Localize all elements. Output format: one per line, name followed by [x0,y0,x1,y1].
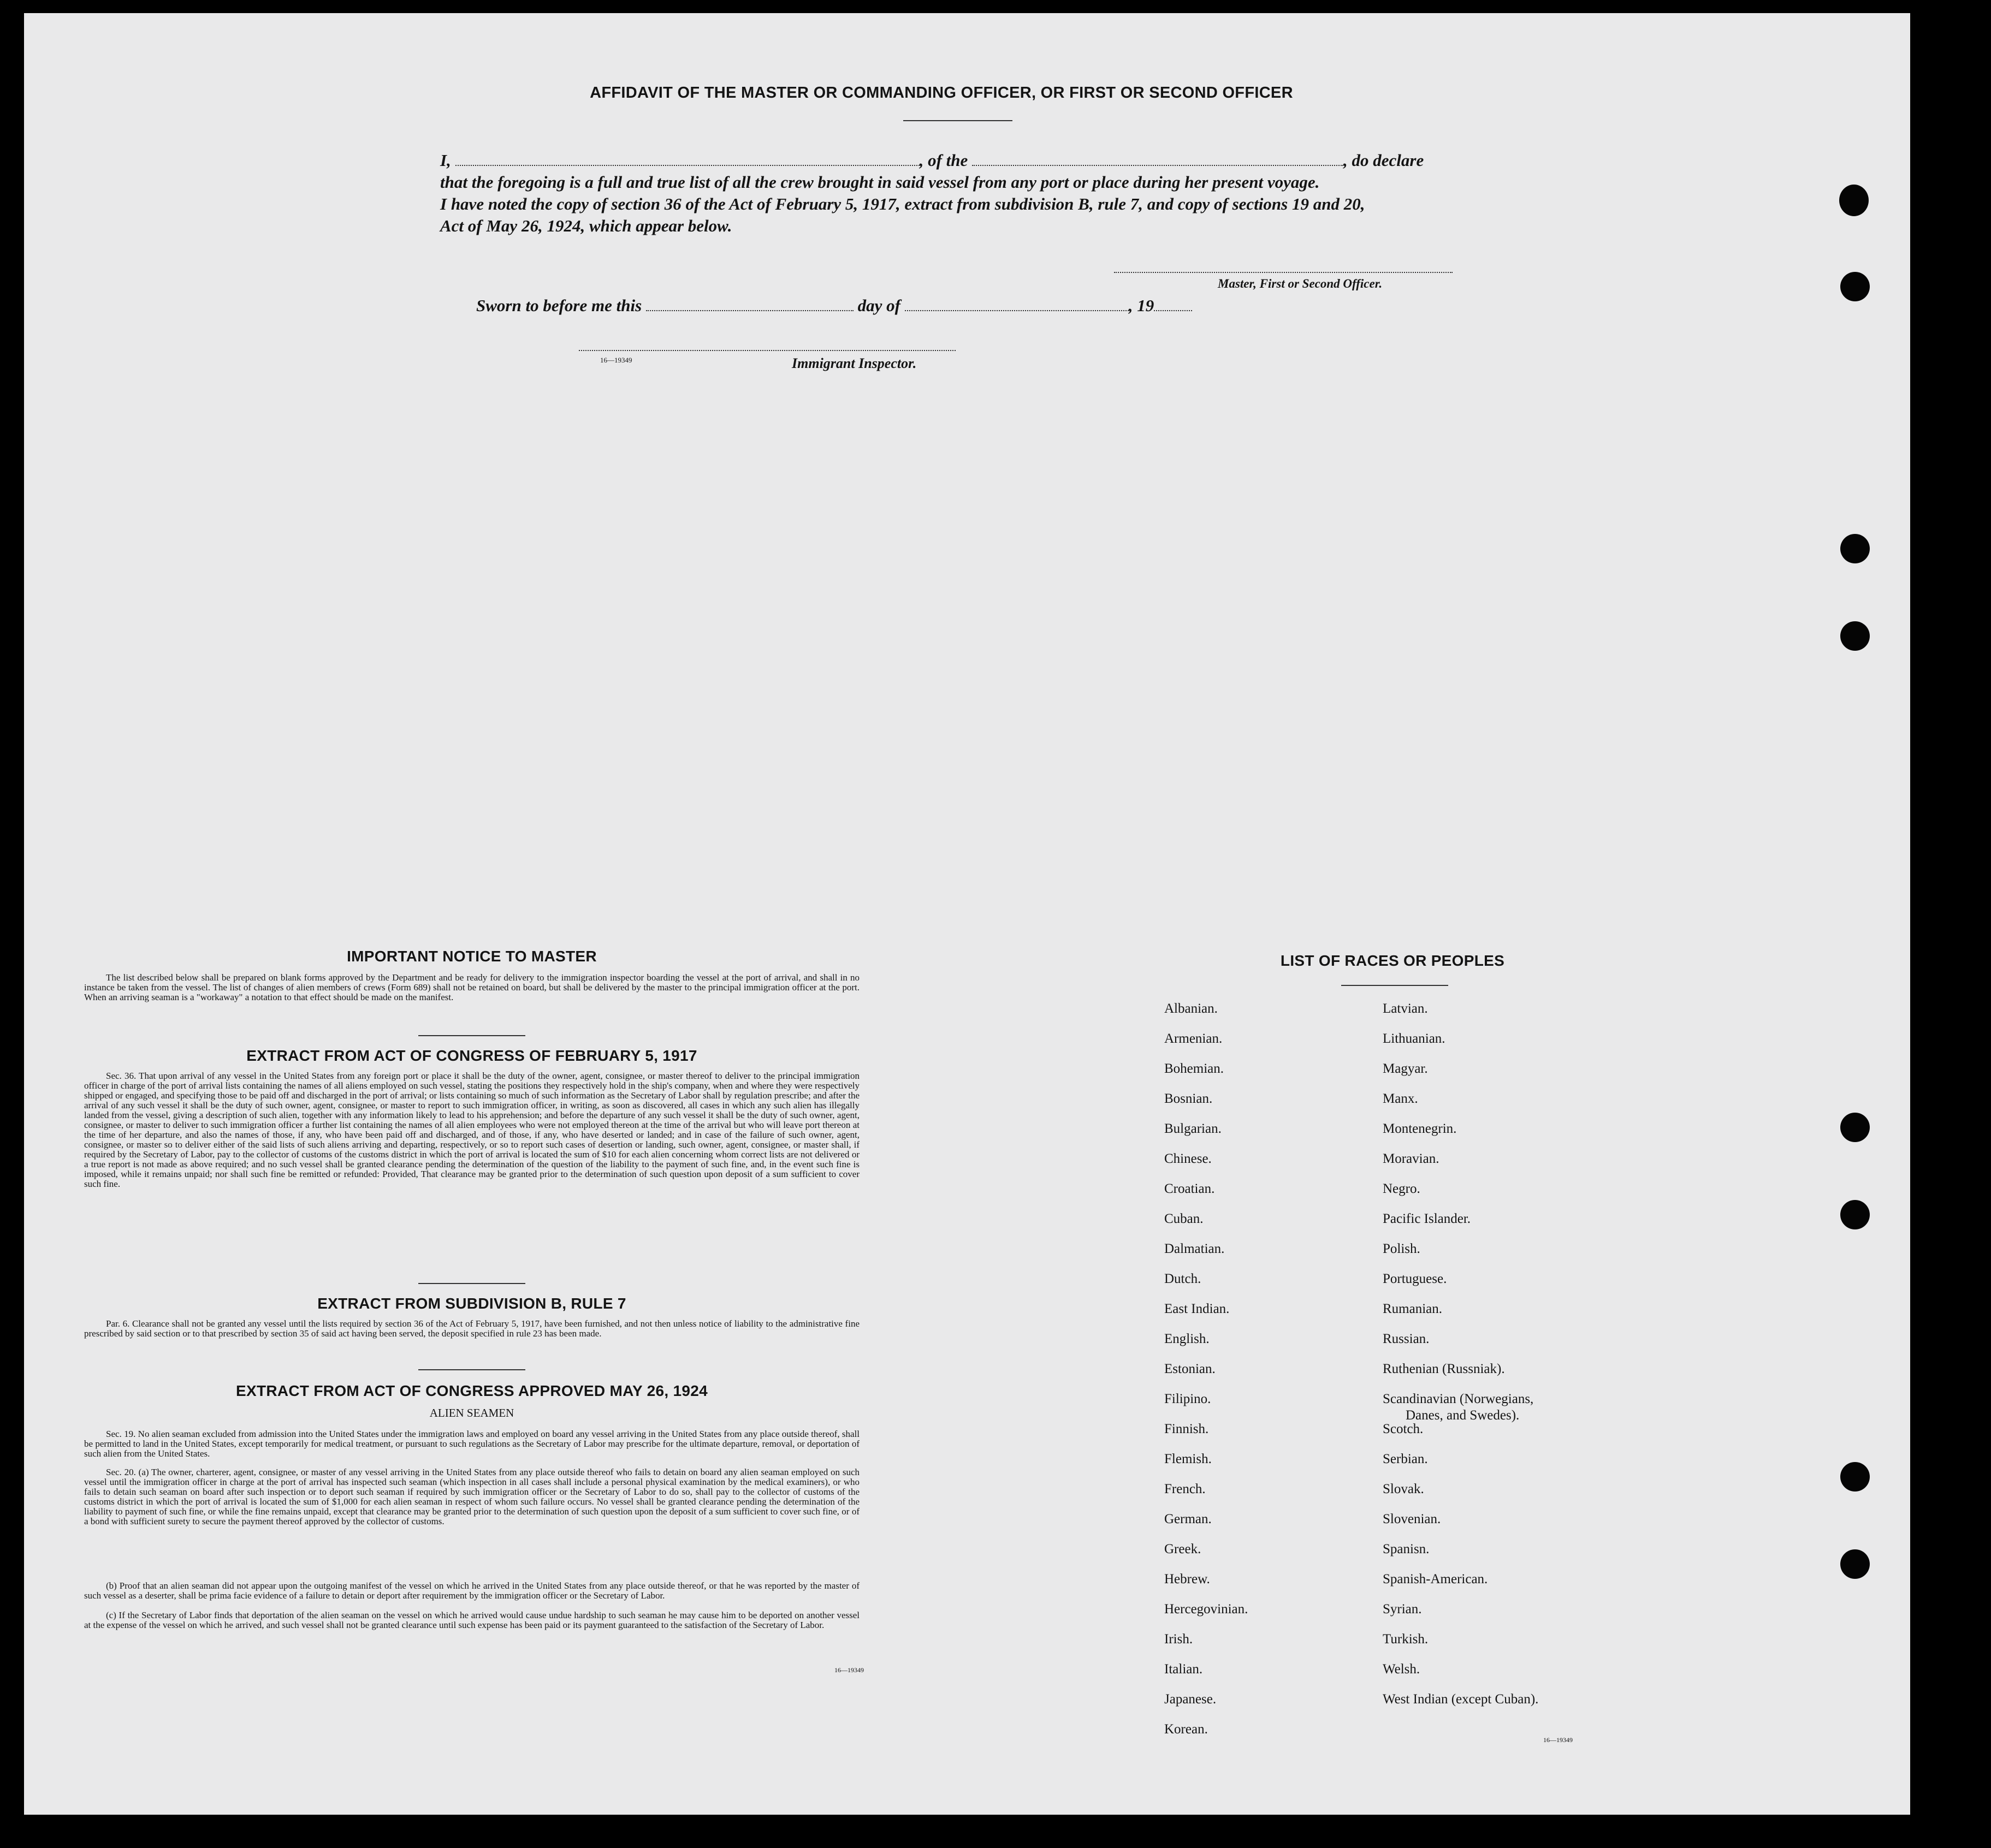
race-item: Korean. [1164,1722,1208,1737]
race-item: West Indian (except Cuban). [1383,1692,1539,1707]
extract-rule7-text: Par. 6. Clearance shall not be granted any vessel until the lists required by section 36 of the Act of February 5, 1917, have been furnished, and not then unless notice of liability to the administrative fine prescribed by said section or to that prescribed by section 35 of said act having been served, the deposit specified in rule 23 has been made. [84,1318,860,1339]
race-item: Syrian. [1383,1602,1422,1617]
race-item: Magyar. [1383,1061,1428,1076]
affidavit-form-number: 16—19349 [600,356,632,364]
race-item: Slovenian. [1383,1512,1441,1526]
name-blank[interactable] [455,151,920,166]
race-item: Bohemian. [1164,1061,1224,1076]
do-declare-text: , do declare [1343,151,1424,170]
race-item: Serbian. [1383,1452,1428,1466]
race-item: Finnish. [1164,1422,1209,1436]
race-item: Dutch. [1164,1271,1201,1286]
sworn-line [476,295,1295,317]
extract-1917-heading: EXTRACT FROM ACT OF CONGRESS OF FEBRUARY 5, 1917 [246,1047,697,1064]
binder-hole [1840,534,1870,563]
race-item: German. [1164,1512,1212,1526]
race-item: Albanian. [1164,1001,1218,1016]
extract-1924-sec20c: (c) If the Secretary of Labor finds that deportation of the alien seaman on the vessel on which he arrived would cause undue hardship to such seaman he may cause him to be deported on another vessel at the expense of the vessel on which he arrived, and such vessel shall not be granted clearance until such expense has been paid or its payment guaranteed to the satisfaction of the Secretary of Labor. [84,1610,860,1630]
race-item: Greek. [1164,1542,1201,1556]
affidavit-heading: AFFIDAVIT OF THE MASTER OR COMMANDING OFFICER, OR FIRST OR SECOND OFFICER [590,84,1293,102]
race-item: Lithuanian. [1383,1031,1445,1046]
notice-rule [418,1035,525,1036]
race-item: English. [1164,1332,1210,1346]
race-item: Hercegovinian. [1164,1602,1248,1617]
race-item: Filipino. [1164,1392,1211,1406]
race-item: Polish. [1383,1241,1420,1256]
race-item: Danes, and Swedes). [1406,1408,1520,1423]
race-item: Ruthenian (Russniak). [1383,1362,1505,1376]
race-item: Chinese. [1164,1151,1212,1166]
race-item: Estonian. [1164,1362,1216,1376]
race-item: Bulgarian. [1164,1121,1222,1136]
alien-seamen-subheading: ALIEN SEAMEN [429,1406,514,1419]
race-item: Armenian. [1164,1031,1223,1046]
affidavit-line-3: I have noted the copy of section 36 of the Act of February 5, 1917, extract from subdivision B, rule 7, and copy of sections 19 and 20, [440,194,1365,213]
binder-hole [1840,621,1870,651]
race-item: Italian. [1164,1662,1203,1677]
race-item: Portuguese. [1383,1271,1447,1286]
race-item: Manx. [1383,1091,1418,1106]
races-heading: LIST OF RACES OR PEOPLES [1280,952,1505,969]
affidavit-i: I, [440,151,451,170]
race-item: Irish. [1164,1632,1193,1647]
affidavit-line-1 [440,150,1510,171]
year-blank[interactable] [1154,296,1192,311]
notice-heading: IMPORTANT NOTICE TO MASTER [347,948,597,965]
race-item: Russian. [1383,1332,1430,1346]
binder-hole [1840,1200,1870,1229]
notice-text: The list described below shall be prepared on blank forms approved by the Department and be ready for delivery to the immigration inspector boarding the vessel at the port of arrival, and shall in no instance be taken from the vessel. The list of changes of alien members of crews (Form 689) shall not be retained on board, but shall be delivered by the master to the principal immigration officer at the port. When an arriving seaman is a "workaway" a notation to that effect should be made on the manifest. [84,972,860,1002]
binder-hole [1840,1462,1870,1492]
race-item: Cuban. [1164,1211,1204,1226]
extract-1924-sec19: Sec. 19. No alien seaman excluded from admission into the United States under the immigration laws and employed on board any vessel arriving in the United States from any place outside thereof, shall be permitted to land in the United States, except temporarily for medical treatment, or pursuant to such regulations as the Secretary of Labor may prescribe for the ultimate departure, removal, or deportation of such alien from the United States. [84,1429,860,1459]
day-blank[interactable] [646,296,854,311]
binder-hole [1840,1113,1870,1142]
race-item: Hebrew. [1164,1572,1210,1586]
sworn-before-text: Sworn to before me this [476,296,642,315]
inspector-label: Immigrant Inspector. [792,355,917,371]
year-prefix-text: , 19 [1128,296,1154,315]
race-item: Negro. [1383,1181,1420,1196]
heading-rule [903,120,1012,121]
extract-1917-rule [418,1283,525,1284]
race-item: French. [1164,1482,1206,1496]
race-item: Rumanian. [1383,1302,1443,1316]
race-item: Spanish-American. [1383,1572,1488,1586]
race-item: Turkish. [1383,1632,1429,1647]
inspector-signature-line[interactable] [579,350,956,351]
affidavit-line-2: that the foregoing is a full and true list of all the crew brought in said vessel from any port or place during her present voyage. [440,173,1320,192]
races-rule [1341,985,1448,986]
master-signature-label: Master, First or Second Officer. [1218,277,1383,290]
race-item: Latvian. [1383,1001,1428,1016]
race-item: Dalmatian. [1164,1241,1225,1256]
race-item: East Indian. [1164,1302,1230,1316]
month-blank[interactable] [905,296,1129,311]
race-item: Bosnian. [1164,1091,1213,1106]
race-item: Croatian. [1164,1181,1215,1196]
race-item: Moravian. [1383,1151,1439,1166]
race-item: Pacific Islander. [1383,1211,1471,1226]
race-item: Montenegrin. [1383,1121,1457,1136]
affidavit-line-4: Act of May 26, 1924, which appear below. [440,216,732,235]
races-form-number: 16—19349 [1543,1736,1573,1744]
race-item: Flemish. [1164,1452,1212,1466]
document-page [24,13,1910,1815]
race-item: Slovak. [1383,1482,1424,1496]
extract-1924-sec20b: (b) Proof that an alien seaman did not appear upon the outgoing manifest of the vessel on which he arrived in the United States from any place outside thereof, or that he was reported by the master of such vessel as a deserter, shall be prima facie evidence of a failure to detain or deport after requirement by the immigration officer or the Secretary of Labor. [84,1580,860,1601]
extract-form-number: 16—19349 [834,1666,864,1674]
race-item: Scotch. [1383,1422,1424,1436]
binder-hole [1839,185,1869,216]
binder-hole [1840,272,1870,301]
vessel-blank[interactable] [972,151,1343,166]
binder-hole [1840,1549,1870,1579]
race-item: Japanese. [1164,1692,1217,1707]
race-item: Welsh. [1383,1662,1420,1677]
race-item: Spanisn. [1383,1542,1430,1556]
extract-rule7-heading: EXTRACT FROM SUBDIVISION B, RULE 7 [317,1295,626,1312]
of-the-text: , of the [919,151,968,170]
day-of-text: day of [857,296,900,315]
extract-rule7-rule [418,1369,525,1370]
extract-1917-text: Sec. 36. That upon arrival of any vessel in the United States from any foreign port or place it shall be the duty of the owner, agent, consignee, or master thereof to deliver to the principal immigration officer in charge of the port of arrival lists containing the names of all aliens employed on such vessel, stating the positions they respectively hold in the ship's company, when and where they were respectively shipped or engaged, and specifying those to be paid off and discharged in the port of arrival; or lists containing so much of such information as the Secretary of Labor shall by regulation prescribe; and after the arrival of any such vessel it shall be the duty of such owner, agent, consignee, or master to report to such immigration officer, in writing, as soon as discovered, all cases in which any such alien has illegally landed from the vessel, giving a description of such alien, together with any information likely to lead to his apprehension; and before the departure of any such vessel it shall be the duty of such owner, agent, consignee, or master to deliver to such immigration officer a further list containing the names of all alien employees who were not employed thereon at the time of the arrival but who will leave port thereon at the time of her departure, and also the names of those, if any, who have been paid off and discharged, and of those, if any, who have deserted or landed; and in case of the failure of such owner, agent, consignee, or master so to deliver either of the said lists of such aliens arriving and departing, respectively, or so to report such cases of desertion or landing, such owner, agent, consignee, or master shall, if required by the Secretary of Labor, pay to the collector of customs of the customs district in which the port of arrival is located the sum of $10 for each alien concerning whom correct lists are not delivered or a true report is not made as above required; and no such vessel shall be granted clearance pending the determination of the question of the liability to the payment of such fine, and, in the event such fine is imposed, while it remains unpaid; nor shall such fine be remitted or refunded: Provided, That clearance may be granted prior to the determination of such question upon deposit of a sum sufficient to cover such fine. [84,1071,860,1189]
race-item: Scandinavian (Norwegians, [1383,1392,1534,1406]
extract-1924-sec20a: Sec. 20. (a) The owner, charterer, agent, consignee, or master of any vessel arriving in the United States from any place outside thereof who fails to detain on board any alien seaman employed on such vessel until the immigration officer in charge at the port of arrival has inspected such seaman (which inspection in all cases shall include a personal physical examination by the medical examiners), or who fails to detain such seaman on board after such inspection or to deport such seaman if required by such immigration officer or the Secretary of Labor to do so, shall pay to the collector of customs of the customs district in which the port of arrival is located the sum of $1,000 for each alien seaman in respect of whom such failure occurs. No vessel shall be granted clearance pending the determination of the liability to payment of such fine, or while the fine remains unpaid, except that clearance may be granted prior to the determination of such question upon the deposit of a sum sufficient to cover such fine, or of a bond with sufficient surety to secure the payment thereof approved by the collector of customs. [84,1467,860,1526]
extract-1924-heading: EXTRACT FROM ACT OF CONGRESS APPROVED MAY 26, 1924 [236,1382,708,1399]
